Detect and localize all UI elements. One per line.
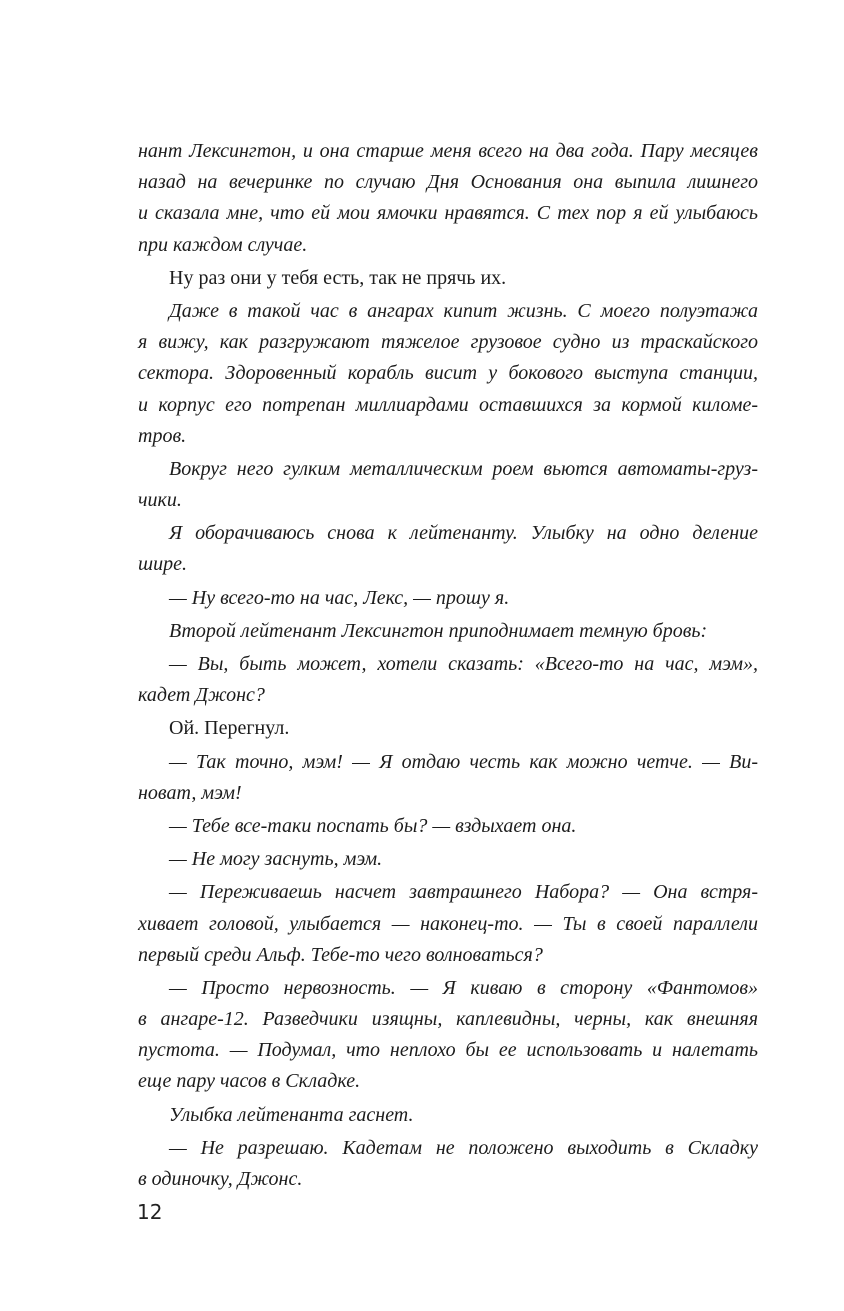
text-line: — Просто нервозность. — Я киваю в сторону «Фантомов» xyxy=(169,976,758,999)
text-line: я вижу, как разгружают тяжелое грузовое судно из траскайского xyxy=(138,331,758,354)
text-line: — Не могу заснуть, мэм. xyxy=(169,848,383,871)
text-line: сектора. Здоровенный корабль висит у бокового выступа станции, xyxy=(138,362,758,385)
text-line: пустота. — Подумал, что неплохо бы ее использовать и налетать xyxy=(138,1039,758,1062)
text-line: еще пару часов в Складке. xyxy=(138,1070,361,1093)
text-line: Второй лейтенант Лексингтон приподнимает темную бровь: xyxy=(169,619,708,642)
page-text xyxy=(138,136,758,1195)
text-line: новат, мэм! xyxy=(138,781,242,804)
text-line: Даже в такой час в ангарах кипит жизнь. С моего полуэтажа xyxy=(169,299,758,322)
text-line: при каждом случае. xyxy=(138,233,308,256)
text-line: тров. xyxy=(138,424,187,447)
text-line: нант Лексингтон, и она старше меня всего на два года. Пару месяцев xyxy=(138,140,758,162)
text-line: в ангаре-12. Разведчики изящны, каплевидны, черны, как внешняя xyxy=(138,1008,758,1031)
text-line: кадет Джонс? xyxy=(138,684,265,707)
text-line: — Переживаешь насчет завтрашнего Набора? — Она встря- xyxy=(169,881,758,904)
text-line: — Так точно, мэм! — Я отдаю честь как можно четче. — Ви- xyxy=(169,750,758,773)
text-line: — Ну всего-то на час, Лекс, — прошу я. xyxy=(169,586,510,609)
text-line: и корпус его потрепан миллиардами оставшихся за кормой киломе- xyxy=(138,393,758,416)
text-line: чики. xyxy=(138,489,182,512)
text-line: Улыбка лейтенанта гаснет. xyxy=(169,1103,414,1126)
text-line: Ну раз они у тебя есть, так не прячь их. xyxy=(169,266,507,289)
text-line: шире. xyxy=(138,553,187,576)
text-line: в одиночку, Джонс. xyxy=(138,1168,303,1190)
text-line: Я оборачиваюсь снова к лейтенанту. Улыбку на одно деление xyxy=(169,522,758,545)
text-line: Вокруг него гулким металлическим роем вьются автоматы-груз- xyxy=(169,457,758,480)
text-line: Ой. Перегнул. xyxy=(169,717,290,740)
text-line: хивает головой, улыбается — наконец-то. — Ты в своей параллели xyxy=(138,912,758,935)
text-line: — Не разрешаю. Кадетам не положено выходить в Складку xyxy=(169,1136,758,1159)
text-line: — Вы, быть может, хотели сказать: «Всего-то на час, мэм», xyxy=(169,653,758,675)
text-line: — Тебе все-таки поспать бы? — вздыхает она. xyxy=(169,814,577,837)
text-line: и сказала мне, что ей мои ямочки нравятся. С тех пор я ей улыбаюсь xyxy=(138,202,758,225)
text-line: назад на вечеринке по случаю Дня Основания она выпила лишнего xyxy=(138,171,758,194)
text-line: первый среди Альф. Тебе-то чего волноваться? xyxy=(138,943,543,966)
page-number: 12 xyxy=(137,1200,163,1224)
